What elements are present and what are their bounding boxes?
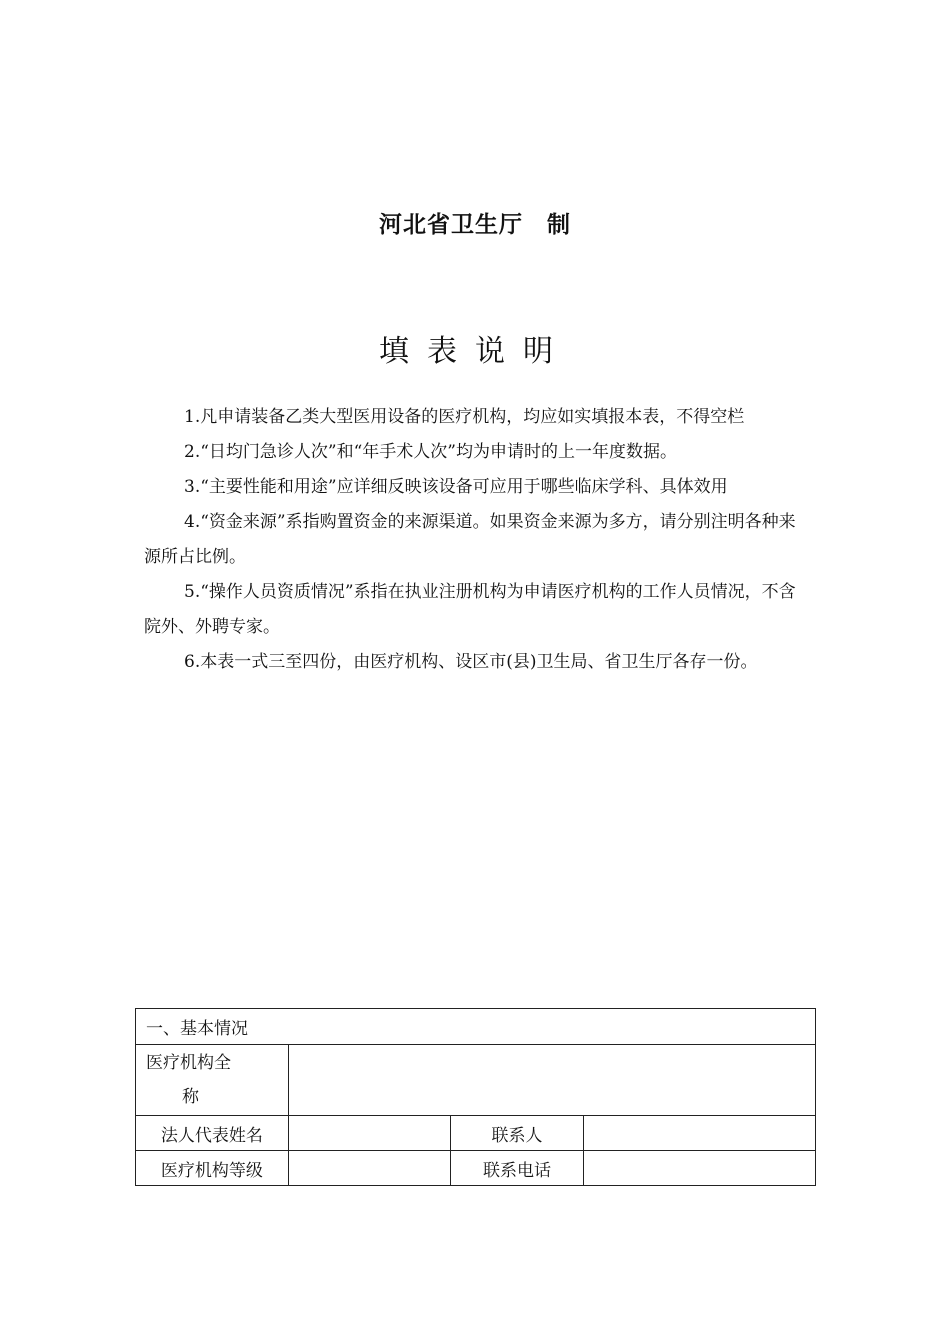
contact-person-field[interactable] bbox=[584, 1116, 816, 1151]
instruction-item-5: 5.“操作人员资质情况”系指在执业注册机构为申请医疗机构的工作人员情况，不含院外、外聘专家。 bbox=[144, 582, 796, 637]
institution-name-label-line1: 医疗机构全 bbox=[146, 1053, 231, 1073]
section-header-row bbox=[136, 1009, 816, 1045]
section-title: 一、基本情况 bbox=[136, 1009, 816, 1045]
issuer-line: 河北省卫生厅 制 bbox=[379, 212, 571, 238]
instruction-item-2: 2.“日均门急诊人次”和“年手术人次”均为申请时的上一年度数据。 bbox=[184, 442, 677, 462]
instruction-item-1: 1.凡申请装备乙类大型医用设备的医疗机构，均应如实填报本表，不得空栏 bbox=[184, 407, 745, 427]
page-title: 填表说明 bbox=[379, 334, 571, 369]
instruction-item-4: 4.“资金来源”系指购置资金的来源渠道。如果资金来源为多方，请分别注明各种来源所占比例。 bbox=[144, 512, 796, 567]
instruction-item-6: 6.本表一式三至四份，由医疗机构、设区市(县)卫生局、省卫生厅各存一份。 bbox=[184, 652, 758, 672]
institution-name-row bbox=[136, 1045, 816, 1116]
instructions-list bbox=[144, 400, 809, 680]
contact-person-label: 联系人 bbox=[450, 1116, 584, 1151]
legal-rep-label: 法人代表姓名 bbox=[136, 1116, 289, 1151]
instruction-item-3: 3.“主要性能和用途”应详细反映该设备可应用于哪些临床学科、具体效用 bbox=[184, 477, 728, 497]
legal-rep-field[interactable] bbox=[288, 1116, 450, 1151]
institution-name-label-line2: 称 bbox=[182, 1087, 199, 1107]
contact-phone-label: 联系电话 bbox=[450, 1151, 584, 1186]
institution-name-field[interactable] bbox=[288, 1045, 815, 1116]
institution-name-label bbox=[136, 1045, 289, 1116]
basic-info-table bbox=[135, 1008, 816, 1186]
legal-rep-row bbox=[136, 1116, 816, 1151]
institution-level-label: 医疗机构等级 bbox=[136, 1151, 289, 1186]
contact-phone-field[interactable] bbox=[584, 1151, 816, 1186]
institution-level-field[interactable] bbox=[288, 1151, 450, 1186]
institution-level-row bbox=[136, 1151, 816, 1186]
